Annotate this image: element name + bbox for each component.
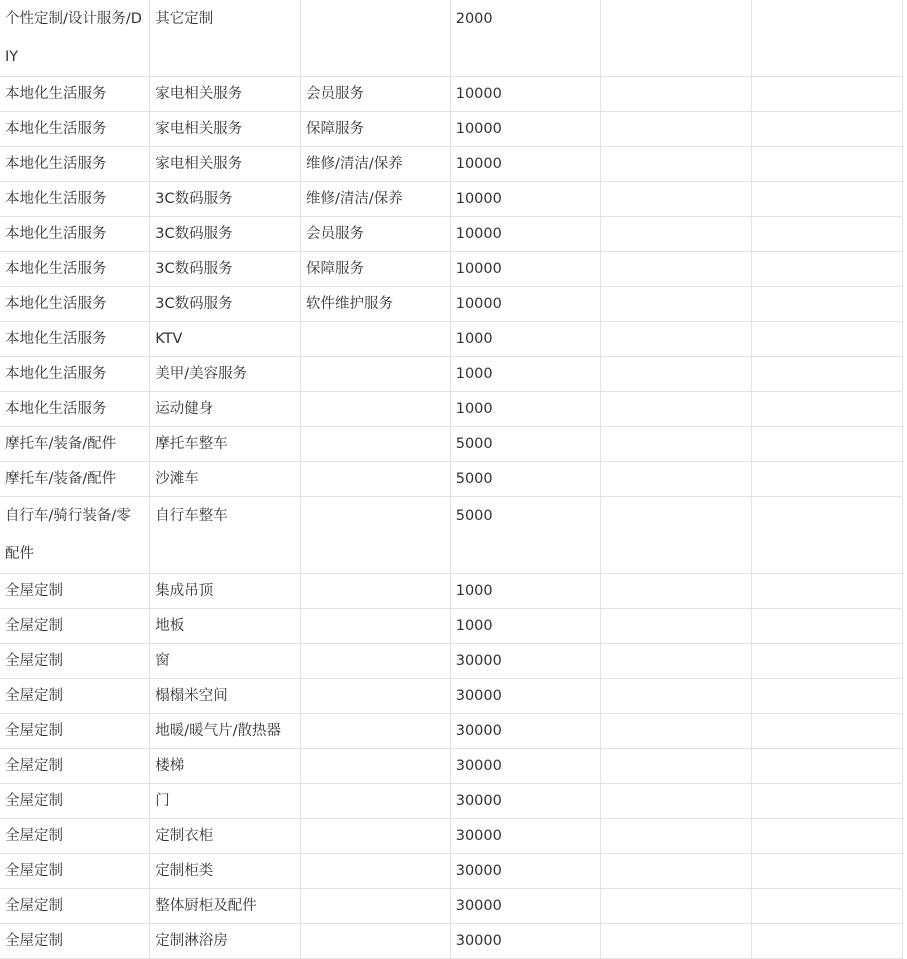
amount-cell: 1000	[450, 392, 601, 427]
empty-cell	[752, 462, 903, 497]
category-level1-cell: 全屋定制	[0, 854, 150, 889]
table-row	[0, 112, 903, 147]
empty-cell	[601, 427, 752, 462]
amount-cell: 10000	[450, 112, 601, 147]
amount-cell: 10000	[450, 252, 601, 287]
category-level1-cell: 个性定制/设计服务/DIY	[0, 0, 150, 77]
category-level2-cell: KTV	[150, 322, 301, 357]
amount-cell: 10000	[450, 77, 601, 112]
empty-cell	[601, 889, 752, 924]
category-level3-cell: 保障服务	[300, 252, 450, 287]
amount-cell: 30000	[450, 679, 601, 714]
amount-cell: 30000	[450, 889, 601, 924]
table-row	[0, 0, 903, 77]
empty-cell	[752, 889, 903, 924]
category-level2-cell: 家电相关服务	[150, 112, 301, 147]
table-row	[0, 252, 903, 287]
amount-cell: 5000	[450, 462, 601, 497]
category-level1-cell: 全屋定制	[0, 679, 150, 714]
table-row	[0, 497, 903, 574]
category-level2-cell: 楼梯	[150, 749, 301, 784]
table-row	[0, 784, 903, 819]
category-level1-cell: 全屋定制	[0, 749, 150, 784]
category-level2-cell: 定制衣柜	[150, 819, 301, 854]
category-level3-cell	[300, 427, 450, 462]
empty-cell	[752, 427, 903, 462]
category-level2-cell: 自行车整车	[150, 497, 301, 574]
amount-cell: 30000	[450, 714, 601, 749]
category-level1-cell: 全屋定制	[0, 644, 150, 679]
category-level2-cell: 榻榻米空间	[150, 679, 301, 714]
empty-cell	[601, 644, 752, 679]
table-row	[0, 819, 903, 854]
table-row	[0, 392, 903, 427]
category-level1-cell: 摩托车/装备/配件	[0, 427, 150, 462]
category-level1-cell: 本地化生活服务	[0, 112, 150, 147]
category-level3-cell	[300, 392, 450, 427]
empty-cell	[601, 77, 752, 112]
table-row	[0, 889, 903, 924]
category-level2-cell: 摩托车整车	[150, 427, 301, 462]
table-row	[0, 287, 903, 322]
empty-cell	[601, 462, 752, 497]
category-level1-cell: 本地化生活服务	[0, 77, 150, 112]
category-level3-cell	[300, 714, 450, 749]
amount-cell: 30000	[450, 819, 601, 854]
amount-cell: 1000	[450, 357, 601, 392]
category-level2-cell: 集成吊顶	[150, 574, 301, 609]
amount-cell: 1000	[450, 574, 601, 609]
empty-cell	[601, 357, 752, 392]
amount-cell: 10000	[450, 147, 601, 182]
category-level2-cell: 3C数码服务	[150, 252, 301, 287]
category-level1-cell: 本地化生活服务	[0, 392, 150, 427]
category-level2-cell: 门	[150, 784, 301, 819]
amount-cell: 30000	[450, 854, 601, 889]
empty-cell	[601, 252, 752, 287]
empty-cell	[752, 854, 903, 889]
empty-cell	[752, 749, 903, 784]
category-level2-cell: 3C数码服务	[150, 287, 301, 322]
category-level3-cell	[300, 819, 450, 854]
empty-cell	[752, 182, 903, 217]
amount-cell: 30000	[450, 784, 601, 819]
category-level1-cell: 摩托车/装备/配件	[0, 462, 150, 497]
category-level2-cell: 地板	[150, 609, 301, 644]
category-level2-cell: 家电相关服务	[150, 77, 301, 112]
table-row	[0, 679, 903, 714]
table-row	[0, 357, 903, 392]
empty-cell	[601, 609, 752, 644]
empty-cell	[601, 392, 752, 427]
category-level2-cell: 定制淋浴房	[150, 924, 301, 959]
empty-cell	[752, 77, 903, 112]
amount-cell: 5000	[450, 497, 601, 574]
empty-cell	[752, 252, 903, 287]
table-row	[0, 217, 903, 252]
table-row	[0, 462, 903, 497]
amount-cell: 10000	[450, 182, 601, 217]
empty-cell	[601, 714, 752, 749]
category-level3-cell: 维修/清洁/保养	[300, 182, 450, 217]
category-level1-cell: 本地化生活服务	[0, 217, 150, 252]
category-level3-cell	[300, 357, 450, 392]
empty-cell	[752, 644, 903, 679]
empty-cell	[752, 609, 903, 644]
category-level2-cell: 其它定制	[150, 0, 301, 77]
empty-cell	[752, 497, 903, 574]
category-level2-cell: 美甲/美容服务	[150, 357, 301, 392]
category-level1-cell: 全屋定制	[0, 924, 150, 959]
empty-cell	[752, 287, 903, 322]
table-row	[0, 854, 903, 889]
category-level2-cell: 定制柜类	[150, 854, 301, 889]
category-level2-cell: 沙滩车	[150, 462, 301, 497]
category-level2-cell: 3C数码服务	[150, 217, 301, 252]
category-level1-cell: 本地化生活服务	[0, 182, 150, 217]
category-level3-cell	[300, 574, 450, 609]
empty-cell	[752, 714, 903, 749]
empty-cell	[752, 217, 903, 252]
table-row	[0, 749, 903, 784]
amount-cell: 30000	[450, 924, 601, 959]
empty-cell	[601, 854, 752, 889]
empty-cell	[752, 574, 903, 609]
empty-cell	[752, 357, 903, 392]
category-level1-cell: 本地化生活服务	[0, 147, 150, 182]
category-level3-cell: 软件维护服务	[300, 287, 450, 322]
empty-cell	[752, 112, 903, 147]
category-level2-cell: 整体厨柜及配件	[150, 889, 301, 924]
category-level1-cell: 本地化生活服务	[0, 252, 150, 287]
empty-cell	[601, 679, 752, 714]
category-level1-cell: 全屋定制	[0, 784, 150, 819]
empty-cell	[601, 0, 752, 77]
category-level1-cell: 本地化生活服务	[0, 322, 150, 357]
empty-cell	[601, 287, 752, 322]
category-level2-cell: 地暖/暖气片/散热器	[150, 714, 301, 749]
category-level3-cell	[300, 644, 450, 679]
category-level3-cell	[300, 679, 450, 714]
table-row	[0, 322, 903, 357]
category-level1-cell: 本地化生活服务	[0, 287, 150, 322]
table-row	[0, 574, 903, 609]
empty-cell	[601, 147, 752, 182]
empty-cell	[601, 749, 752, 784]
category-level1-cell: 全屋定制	[0, 714, 150, 749]
category-level1-cell: 全屋定制	[0, 609, 150, 644]
amount-cell: 30000	[450, 644, 601, 679]
category-level1-cell: 全屋定制	[0, 574, 150, 609]
amount-cell: 1000	[450, 609, 601, 644]
table-row	[0, 609, 903, 644]
empty-cell	[752, 392, 903, 427]
empty-cell	[601, 784, 752, 819]
category-level3-cell	[300, 0, 450, 77]
empty-cell	[601, 182, 752, 217]
category-level2-cell: 运动健身	[150, 392, 301, 427]
category-level3-cell: 保障服务	[300, 112, 450, 147]
category-level2-cell: 窗	[150, 644, 301, 679]
category-level3-cell	[300, 322, 450, 357]
category-level3-cell: 会员服务	[300, 77, 450, 112]
empty-cell	[752, 819, 903, 854]
category-level1-cell: 全屋定制	[0, 819, 150, 854]
category-level3-cell: 会员服务	[300, 217, 450, 252]
category-level3-cell: 维修/清洁/保养	[300, 147, 450, 182]
table-row	[0, 147, 903, 182]
amount-cell: 30000	[450, 749, 601, 784]
table-row	[0, 644, 903, 679]
empty-cell	[752, 147, 903, 182]
amount-cell: 10000	[450, 287, 601, 322]
amount-cell: 2000	[450, 0, 601, 77]
category-level2-cell: 3C数码服务	[150, 182, 301, 217]
category-level3-cell	[300, 784, 450, 819]
amount-cell: 5000	[450, 427, 601, 462]
empty-cell	[601, 112, 752, 147]
empty-cell	[601, 574, 752, 609]
empty-cell	[752, 679, 903, 714]
category-level3-cell	[300, 749, 450, 784]
empty-cell	[601, 819, 752, 854]
category-level1-cell: 本地化生活服务	[0, 357, 150, 392]
empty-cell	[601, 497, 752, 574]
table-row	[0, 77, 903, 112]
empty-cell	[752, 322, 903, 357]
empty-cell	[752, 0, 903, 77]
category-level3-cell	[300, 497, 450, 574]
category-level3-cell	[300, 609, 450, 644]
category-level3-cell	[300, 462, 450, 497]
table-row	[0, 182, 903, 217]
table-row	[0, 714, 903, 749]
empty-cell	[752, 784, 903, 819]
category-level2-cell: 家电相关服务	[150, 147, 301, 182]
table-row	[0, 427, 903, 462]
amount-cell: 1000	[450, 322, 601, 357]
category-level3-cell	[300, 889, 450, 924]
category-level1-cell: 全屋定制	[0, 889, 150, 924]
empty-cell	[601, 322, 752, 357]
amount-cell: 10000	[450, 217, 601, 252]
empty-cell	[601, 217, 752, 252]
category-level3-cell	[300, 854, 450, 889]
category-level1-cell: 自行车/骑行装备/零配件	[0, 497, 150, 574]
